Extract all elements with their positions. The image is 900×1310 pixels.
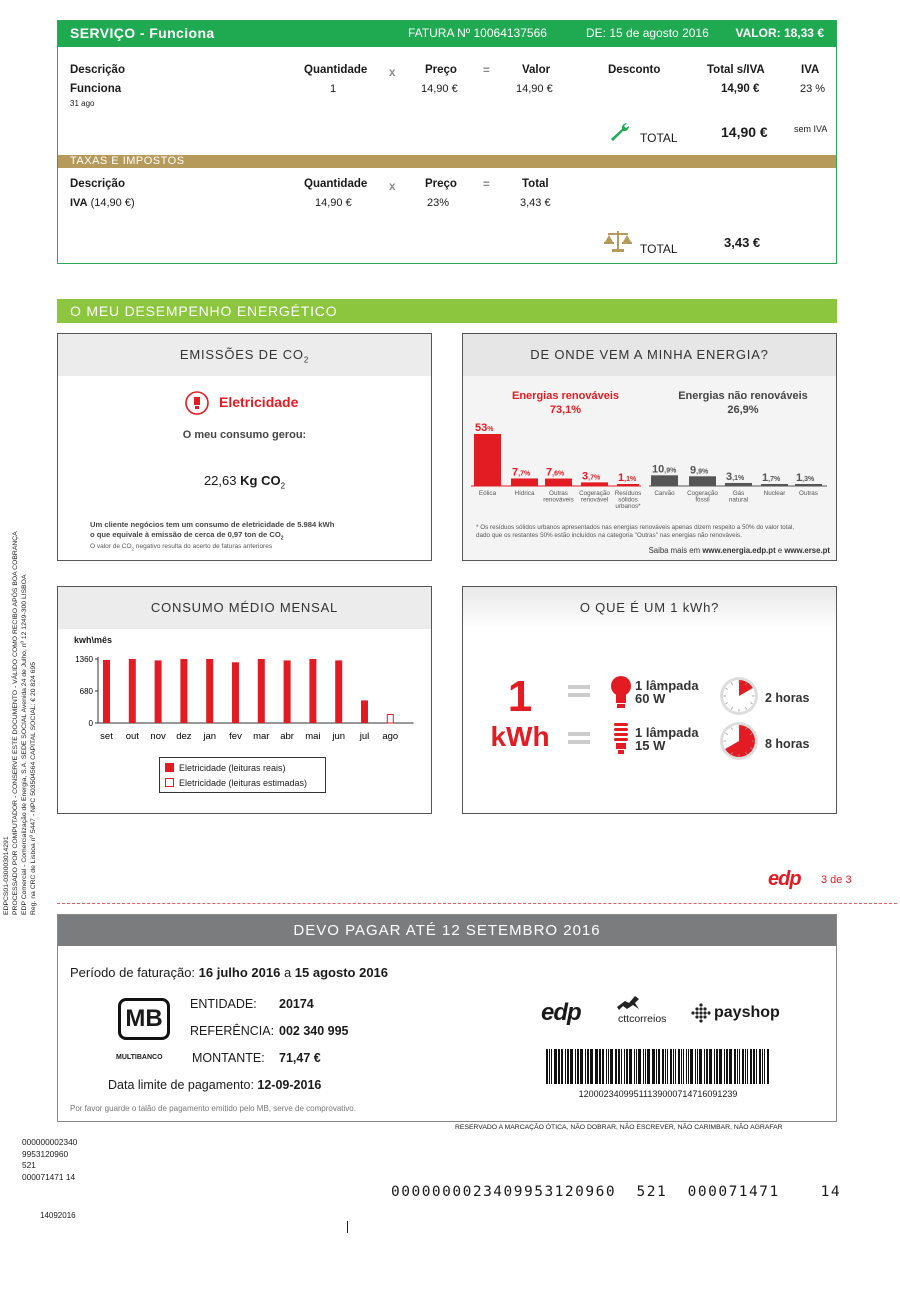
barcode-bar — [643, 1049, 644, 1084]
cat-label-6: Cogeração — [687, 490, 718, 497]
barcode-bar — [745, 1049, 746, 1084]
cat-label-2: Outras — [549, 490, 568, 497]
scales-icon — [604, 229, 632, 253]
bar-value-0: 53% — [475, 422, 494, 434]
col-iva: IVA — [801, 64, 820, 76]
origin-more: Saiba mais em www.energia.edp.pt e www.erse.pt — [648, 546, 830, 555]
barcode-bar — [645, 1049, 646, 1084]
cat-label-4: Resíduos — [614, 490, 642, 497]
legend-est-label: Eletricidade (leituras estimadas) — [179, 778, 308, 788]
col-price: Preço — [425, 64, 457, 76]
cat-label-4: urbanos* — [615, 503, 641, 510]
barcode-bar — [719, 1049, 722, 1084]
service-section — [57, 20, 837, 264]
bar-2 — [545, 479, 572, 486]
cfl-bulb-icon — [611, 721, 631, 755]
reference-label: REFERÊNCIA: — [190, 1024, 275, 1038]
barcode-bar — [665, 1049, 666, 1084]
barcode — [546, 1049, 770, 1084]
x-tick-label: ago — [382, 731, 399, 742]
barcode-bar — [695, 1049, 696, 1084]
bar-real-abr — [284, 660, 291, 723]
tax-row-desc-bold: IVA — [70, 197, 88, 209]
cut-line — [57, 903, 897, 904]
bar-real-fev — [232, 662, 239, 723]
cat-label-2: renováveis — [543, 496, 574, 504]
y-tick-label: 680 — [79, 687, 93, 696]
link-energia[interactable]: www.energia.edp.pt — [702, 546, 776, 555]
row-total: 14,90 € — [721, 83, 760, 95]
barcode-bar — [706, 1049, 708, 1084]
kwh-time1: 2 horas — [765, 691, 810, 705]
bar-value-9: 1,3% — [796, 472, 815, 484]
kwh-panel — [462, 586, 837, 814]
row-price: 14,90 € — [421, 83, 458, 95]
barcode-bar — [590, 1049, 593, 1084]
row-qty: 1 — [330, 83, 337, 95]
origin-chart — [471, 418, 831, 514]
emissions-number: 22,63 — [203, 473, 237, 488]
origin-panel — [462, 333, 837, 561]
payment-header: DEVO PAGAR ATÉ 12 SETEMBRO 2016 — [58, 915, 836, 946]
cat-label-7: natural — [728, 496, 749, 504]
barcode-bar — [618, 1049, 620, 1084]
origin-title: DE ONDE VEM A MINHA ENERGIA? — [463, 334, 836, 376]
x-tick-label: dez — [176, 731, 192, 742]
barcode-bar — [580, 1049, 583, 1084]
barcode-bar — [670, 1049, 672, 1084]
kwh-line1: 1 lâmpada 60 W — [635, 678, 699, 706]
bar-6 — [689, 476, 716, 486]
bar-real-jun — [335, 660, 342, 723]
barcode-bar — [636, 1049, 637, 1084]
y-tick-label: 0 — [88, 719, 93, 728]
bar-1 — [511, 478, 538, 486]
tax-total-value: 3,43 € — [724, 235, 761, 250]
row-desc: Funciona — [70, 83, 122, 95]
barcode-bar — [656, 1049, 657, 1084]
consumption-chart — [66, 649, 416, 745]
equals-2 — [568, 732, 590, 736]
barcode-number: 12000234099511139000714716091239 — [578, 1089, 738, 1099]
emissions-generated: O meu consumo gerou: — [182, 429, 307, 441]
col-discount: Desconto — [608, 64, 661, 76]
barcode-bar — [675, 1049, 676, 1084]
cat-label-6: fóssil — [695, 496, 710, 504]
col-total-noiva: Total s/IVA — [707, 64, 765, 76]
bar-7 — [725, 483, 752, 486]
multibanco-name: MULTIBANCO — [116, 1054, 163, 1061]
equals-1 — [568, 685, 590, 689]
payment-section — [57, 914, 837, 1122]
tax-col-x: x — [389, 181, 396, 193]
barcode-bar — [750, 1049, 752, 1084]
consumption-panel — [57, 586, 432, 814]
barcode-bar — [767, 1049, 769, 1084]
footer-date-code: 14092016 — [40, 1211, 76, 1220]
cat-label-5: Carvão — [654, 490, 675, 497]
tax-col-eq: = — [483, 179, 490, 191]
barcode-bar — [729, 1049, 732, 1084]
tax-total-label: TOTAL — [640, 242, 678, 256]
barcode-bar — [759, 1049, 761, 1084]
emissions-unit: Kg CO — [240, 473, 281, 488]
barcode-bar — [742, 1049, 744, 1084]
nonrenew-label: Energias não renováveis — [678, 390, 808, 402]
barcode-bar — [558, 1049, 560, 1084]
barcode-bar — [577, 1049, 579, 1084]
footer-mark — [347, 1221, 348, 1233]
barcode-bar — [737, 1049, 738, 1084]
barcode-bar — [634, 1049, 635, 1084]
tax-row-desc-rest: (14,90 €) — [90, 197, 135, 209]
barcode-bar — [549, 1049, 550, 1084]
renew-value: 73,1% — [549, 404, 582, 416]
x-tick-label: nov — [150, 731, 166, 742]
service-header — [58, 21, 836, 47]
bar-value-1: 7,7% — [512, 466, 531, 479]
emissions-note-2: o que equivale à emissão de cerca de 0,97 ton de $CO_2$ — [90, 530, 284, 542]
barcode-bar — [734, 1049, 736, 1084]
barcode-bar — [762, 1049, 763, 1084]
barcode-bar — [546, 1049, 548, 1084]
emissions-panel — [57, 333, 432, 561]
legend-real-swatch — [165, 763, 174, 772]
renew-label: Energias renováveis — [511, 390, 619, 402]
barcode-bar — [753, 1049, 755, 1084]
barcode-bar — [658, 1049, 660, 1084]
barcode-bar — [699, 1049, 702, 1084]
barcode-bar — [575, 1049, 576, 1084]
barcode-bar — [615, 1049, 617, 1084]
invoice-date: DE: 15 de agosto 2016 — [586, 26, 709, 40]
bar-5 — [651, 475, 678, 486]
barcode-bar — [638, 1049, 641, 1084]
billing-period: Período de faturação: 16 julho 2016 a 15 agosto 2016 — [70, 965, 389, 980]
ctt-horse-icon — [615, 993, 645, 1013]
bar-3 — [581, 482, 608, 486]
barcode-bar — [739, 1049, 740, 1084]
emissions-value — [58, 473, 431, 491]
cat-label-9: Outras — [799, 490, 818, 497]
barcode-bar — [697, 1049, 698, 1084]
barcode-bar — [764, 1049, 765, 1084]
ocr-line: 0000000023409953120960 521 000071471 14 — [391, 1184, 842, 1200]
cat-label-8: Nuclear — [763, 490, 786, 497]
reference-value: 002 340 995 — [279, 1024, 349, 1038]
emissions-note-1: Um cliente negócios tem um consumo de eletricidade de 5.984 kWh — [90, 520, 335, 529]
entity-label: ENTIDADE: — [190, 997, 257, 1011]
row-date: 31 ago — [70, 99, 95, 108]
barcode-bar — [683, 1049, 684, 1084]
barcode-bar — [595, 1049, 598, 1084]
bar-real-mar — [258, 659, 265, 723]
bar-real-jan — [206, 659, 213, 723]
bar-value-4: 1,1% — [618, 472, 637, 484]
tax-col-price: Preço — [425, 178, 457, 190]
bar-value-7: 3,1% — [726, 470, 745, 483]
barcode-bar — [599, 1049, 601, 1084]
bar-real-out — [129, 659, 136, 723]
x-tick-label: jul — [359, 731, 370, 742]
barcode-bar — [681, 1049, 682, 1084]
side-legal-text: EDPCS01-030003014291 PROCESSADO POR COMPUTADOR - CONSERVE ESTE DOCUMENTO - VÁLIDO COMO RECIBO APÓS BOA COBRANÇA EDP Comercial - Comercialização de Energia, S.A. SEDE SOCIAL Avenida 24 de Julho, nº 12 1249-300 LISBOA Reg. na CRC de Lisboa nº 5447 - NPC 503504564 CAPITAL SOCIAL: € 20 824 695 — [3, 531, 37, 915]
kwh-line2: 1 lâmpada 15 W — [635, 725, 699, 753]
barcode-bar — [667, 1049, 668, 1084]
barcode-bar — [704, 1049, 705, 1084]
ctt-logo: cttcorreios — [618, 1013, 667, 1025]
col-eq: = — [483, 65, 490, 77]
taxes-header: TAXAS E IMPOSTOS — [58, 155, 836, 168]
barcode-bar — [551, 1049, 552, 1084]
x-tick-label: abr — [280, 731, 294, 742]
kwh-big-2: kWh — [490, 721, 550, 752]
bar-4 — [617, 484, 639, 486]
barcode-bar — [688, 1049, 689, 1084]
x-tick-label: set — [100, 731, 113, 742]
bar-value-8: 1,7% — [762, 472, 781, 484]
kwh-big-1: 1 — [507, 672, 533, 721]
row-iva: 23 % — [800, 83, 826, 95]
edp-logo: edp — [768, 868, 801, 890]
tax-row-price: 23% — [427, 197, 450, 209]
col-desc: Descrição — [70, 64, 125, 76]
barcode-bar — [709, 1049, 712, 1084]
x-tick-label: jun — [332, 731, 346, 742]
payment-limit: Data limite de pagamento: 12-09-2016 — [108, 1078, 322, 1092]
service-total-value: 14,90 € — [721, 124, 768, 140]
clock-icon — [719, 721, 759, 761]
barcode-bar — [678, 1049, 680, 1084]
cat-label-7: Gás — [732, 490, 745, 497]
kwh-time2: 8 horas — [765, 737, 810, 751]
tax-col-qty: Quantidade — [304, 178, 368, 190]
barcode-bar — [747, 1049, 748, 1084]
barcode-bar — [621, 1049, 622, 1084]
amount-value: 71,47 € — [279, 1051, 321, 1065]
emissions-title: EMISSÕES DE $CO_2$ — [58, 334, 431, 376]
barcode-bar — [587, 1049, 589, 1084]
barcode-bar — [726, 1049, 728, 1084]
barcode-bar — [716, 1049, 718, 1084]
barcode-bar — [585, 1049, 586, 1084]
payshop-logo: payshop — [714, 1004, 780, 1021]
col-x: x — [389, 67, 396, 79]
col-value: Valor — [522, 64, 551, 76]
tax-row-qty: 14,90 € — [315, 197, 352, 209]
bar-value-5: 10,9% — [652, 463, 677, 476]
consumption-ylabel: kwh\mês — [74, 635, 113, 645]
x-tick-label: fev — [229, 731, 242, 742]
page-number: 3 de 3 — [821, 874, 852, 886]
tax-col-total: Total — [522, 178, 549, 190]
performance-header: O MEU DESEMPENHO ENERGÉTICO — [57, 299, 837, 323]
cat-label-3: renovável — [580, 496, 609, 504]
bar-estimated-ago — [387, 715, 393, 723]
invoice-number: FATURA Nº 10064137566 — [408, 26, 547, 40]
bar-real-mai — [309, 659, 316, 723]
tax-row-desc — [70, 197, 135, 209]
consumption-legend — [159, 757, 326, 793]
footer-codes: 000000002340 9953120960 521 000071471 14 — [22, 1137, 78, 1182]
nonrenew-value: 26,9% — [727, 404, 759, 416]
barcode-bar — [608, 1049, 609, 1084]
barcode-bar — [624, 1049, 625, 1084]
barcode-bar — [673, 1049, 674, 1084]
barcode-bar — [686, 1049, 687, 1084]
bar-value-6: 9,9% — [690, 464, 709, 477]
kwh-title: O QUE É UM 1 kWh? — [463, 587, 836, 629]
link-erse[interactable]: www.erse.pt — [784, 546, 830, 555]
service-total-note: sem IVA — [794, 124, 828, 134]
barcode-bar — [606, 1049, 607, 1084]
barcode-bar — [756, 1049, 757, 1084]
barcode-bar — [567, 1049, 569, 1084]
cat-label-4: sólidos — [618, 496, 638, 504]
legend-real-label: Eletricidade (leituras reais) — [179, 763, 286, 773]
barcode-bar — [570, 1049, 573, 1084]
x-tick-label: mai — [305, 731, 321, 742]
bar-real-jul — [361, 700, 368, 723]
bar-value-2: 7,6% — [546, 466, 565, 479]
bar-real-dez — [180, 659, 187, 723]
barcode-bar — [554, 1049, 557, 1084]
cat-label-3: Cogeração — [579, 490, 610, 497]
row-value: 14,90 € — [516, 83, 553, 95]
incandescent-bulb-icon — [609, 675, 633, 709]
col-qty: Quantidade — [304, 64, 368, 76]
cat-label-0: Eólica — [478, 490, 497, 497]
bar-9 — [795, 484, 822, 486]
bar-real-nov — [155, 660, 162, 723]
barcode-bar — [610, 1049, 613, 1084]
bar-0 — [474, 434, 501, 486]
legend-est-swatch — [165, 778, 174, 787]
barcode-bar — [724, 1049, 725, 1084]
x-tick-label: jan — [203, 731, 217, 742]
lightbulb-icon — [185, 391, 209, 415]
bar-8 — [761, 484, 788, 486]
tax-col-desc: Descrição — [70, 178, 125, 190]
origin-footnote: * Os resíduos sólidos urbanos apresentados nas energias renováveis apenas dizem respeito a 50% do valor total, dado que os restantes 50% estão incluídos na categoria "Outras" nas energias não renováveis. — [476, 524, 795, 539]
clock-icon — [719, 676, 759, 716]
service-title: SERVIÇO - Funciona — [70, 25, 215, 41]
wrench-icon — [608, 121, 632, 143]
tax-row-total: 3,43 € — [520, 197, 551, 209]
payshop-dots-icon — [691, 1003, 711, 1023]
invoice-value: VALOR: 18,33 € — [735, 26, 824, 40]
edp-pay-logo: edp — [541, 999, 581, 1026]
barcode-bar — [626, 1049, 628, 1084]
payment-note: Por favor guarde o talão de pagamento emitido pelo MB, serve de comprovativo. — [70, 1104, 356, 1113]
cat-label-1: Hídrica — [514, 490, 535, 497]
bar-value-3: 3,7% — [582, 470, 601, 483]
emissions-unit-sub: 2 — [280, 481, 286, 491]
multibanco-logo: MB — [118, 998, 170, 1040]
barcode-bar — [652, 1049, 655, 1084]
amount-label: MONTANTE: — [192, 1051, 265, 1065]
x-tick-label: mar — [253, 731, 270, 742]
barcode-bar — [647, 1049, 650, 1084]
service-total-label: TOTAL — [640, 131, 678, 145]
y-tick-label: 1360 — [75, 655, 93, 664]
x-tick-label: out — [125, 731, 139, 742]
emissions-note-3: O valor de $CO_2$ negativo resulta do acerto de faturas anteriores — [90, 543, 273, 552]
reserved-note: RESERVADO A MARCAÇÃO ÓTICA, NÃO DOBRAR, NÃO ESCREVER, NÃO CARIMBAR, NÃO AGRAFAR — [455, 1124, 783, 1131]
consumption-title: CONSUMO MÉDIO MENSAL — [58, 587, 431, 629]
barcode-bar — [629, 1049, 632, 1084]
barcode-bar — [714, 1049, 715, 1084]
barcode-bar — [565, 1049, 566, 1084]
barcode-bar — [662, 1049, 664, 1084]
bar-real-set — [103, 660, 110, 723]
barcode-bar — [690, 1049, 693, 1084]
entity-value: 20174 — [279, 997, 314, 1011]
barcode-bar — [561, 1049, 563, 1084]
emissions-label: Eletricidade — [219, 394, 299, 410]
barcode-bar — [602, 1049, 604, 1084]
